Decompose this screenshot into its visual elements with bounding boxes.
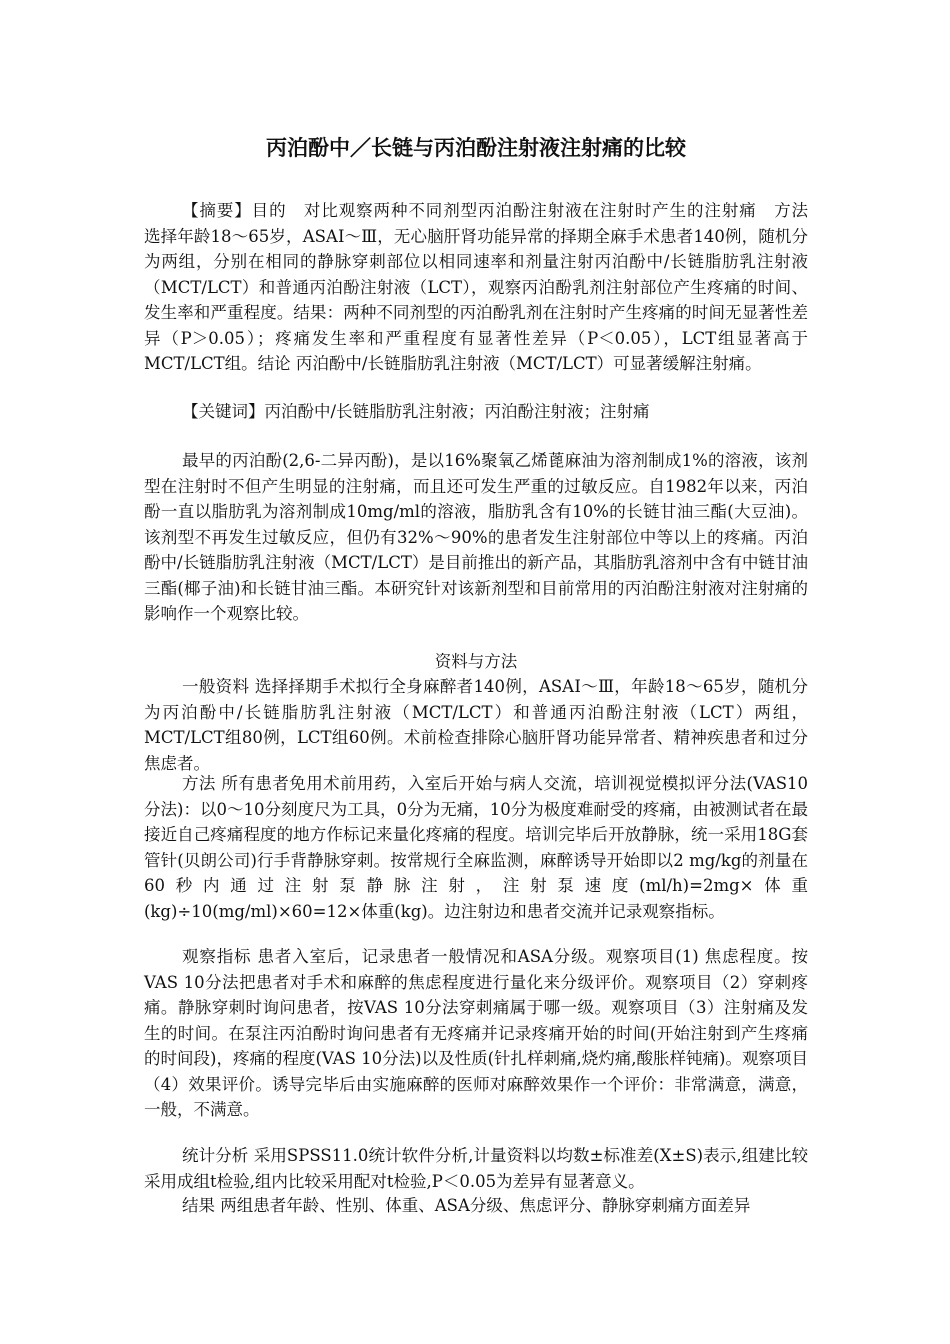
intro-paragraph: 最早的丙泊酚(2,6-二异丙酚)，是以16%聚氧乙烯蓖麻油为溶剂制成1%的溶液，该剂型在注射时不但产生明显的注射痛，而且还可发生严重的过敏反应。自1982年以来，丙泊酚一直以脂肪乳为溶剂制成10mg/ml的溶液，脂肪乳含有10%的长链甘油三酯(大豆油)。该剂型不再发生过敏反应，但仍有32%～90%的患者发生注射部位中等以上的疼痛。丙泊酚中/长链脂肪乳注射液（MCT/LCT）是目前推出的新产品，其脂肪乳溶剂中含有中链甘油三酯(椰子油)和长链甘油三酯。本研究针对该新剂型和目前常用的丙泊酚注射液对注射痛的影响作一个观察比较。 [144,451,808,623]
section-heading: 资料与方法 [434,652,518,671]
paper-title: 丙泊酚中／长链与丙泊酚注射液注射痛的比较 [266,136,686,160]
methods-paragraph: 方法 所有患者免用术前用药，入室后开始与病人交流，培训视觉模拟评分法(VAS10分法)：以0～10分刻度尺为工具，0分为无痛，10分为极度难耐受的疼痛，由被测试者在最接近自己疼痛程度的地方作标记来量化疼痛的程度。培训完毕后开放静脉，统一采用18G套管针(贝朗公司)行手背静脉穿刺。按常规行全麻监测，麻醉诱导开始即以2 mg/kg的剂量在60秒内通过注射泵静脉注射，注射泵速度(ml/h)=2mg×体重(kg)÷10(mg/ml)×60=12×体重(kg)。边注射边和患者交流并记录观察指标。 [144,774,808,921]
observation-paragraph: 观察指标 患者入室后，记录患者一般情况和ASA分级。观察项目(1) 焦虑程度。按VAS 10分法把患者对手术和麻醉的焦虑程度进行量化来分级评价。观察项目（2）穿刺疼痛。静脉穿刺时询问患者，按VAS 10分法穿刺痛属于哪一级。观察项目（3）注射痛及发生的时间。在泵注丙泊酚时询问患者有无疼痛并记录疼痛开始的时间(开始注射到产生疼痛的时间段)，疼痛的程度(VAS 10分法)以及性质(针扎样刺痛,烧灼痛,酸胀样钝痛)。观察项目（4）效果评价。诱导完毕后由实施麻醉的医师对麻醉效果作一个评价：非常满意，满意，一般，不满意。 [144,947,808,1119]
general-info-paragraph: 一般资料 选择择期手术拟行全身麻醉者140例，ASAⅠ～Ⅲ，年龄18～65岁，随机分为丙泊酚中/长链脂肪乳注射液（MCT/LCT）和普通丙泊酚注射液（LCT）两组，MCT/LCT组80例，LCT组60例。术前检查排除心脑肝肾功能异常者、精神疾患者和过分焦虑者。 [144,677,808,773]
statistics-paragraph: 统计分析 采用SPSS11.0统计软件分析,计量资料以均数±标准差(X±S)表示,组建比较采用成组t检验,组内比较采用配对t检验,P＜0.05为差异有显著意义。 [144,1146,808,1191]
abstract-paragraph: 【摘要】目的 对比观察两种不同剂型丙泊酚注射液在注射时产生的注射痛 方法 选择年龄18～65岁，ASAⅠ～Ⅲ，无心脑肝肾功能异常的择期全麻手术患者140例，随机分为两组，分别在相同的静脉穿刺部位以相同速率和剂量注射丙泊酚中/长链脂肪乳注射液（MCT/LCT）和普通丙泊酚注射液（LCT），观察丙泊酚乳剂注射部位产生疼痛的时间、发生率和严重程度。结果：两种不同剂型的丙泊酚乳剂在注射时产生疼痛的时间无显著性差异（P＞0.05）；疼痛发生率和严重程度有显著性差异（P＜0.05），LCT组显著高于MCT/LCT组。结论 丙泊酚中/长链脂肪乳注射液（MCT/LCT）可显著缓解注射痛。 [144,201,825,373]
keywords-paragraph: 【关键词】丙泊酚中/长链脂肪乳注射液；丙泊酚注射液；注射痛 [182,402,650,421]
results-paragraph: 结果 两组患者年龄、性别、体重、ASA分级、焦虑评分、静脉穿刺痛方面差异 [182,1196,751,1215]
